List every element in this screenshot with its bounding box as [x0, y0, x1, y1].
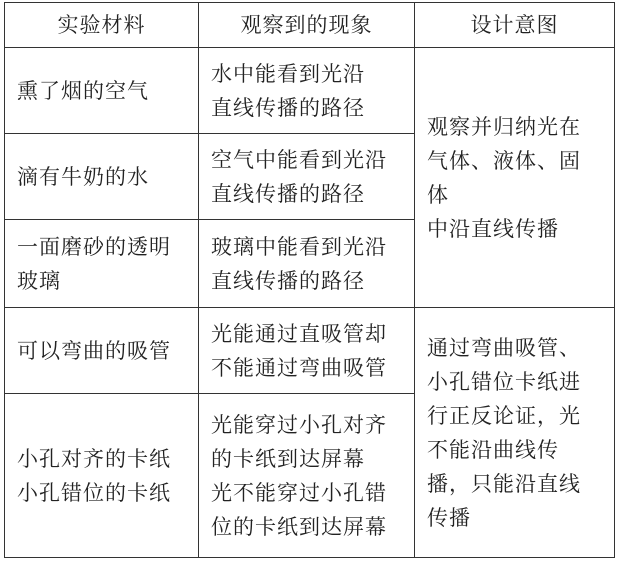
phenomenon-line: 直线传播的路径: [211, 268, 365, 293]
header-intent: 设计意图: [415, 3, 615, 48]
table-row: [5, 48, 615, 134]
intent-line: 中沿直线传播: [427, 216, 559, 241]
phenomenon-line: 光能通过直吸管却: [211, 321, 387, 346]
intent-line: 不能沿曲线传: [427, 437, 559, 462]
intent-line: 播，只能沿直线: [427, 471, 581, 496]
phenomenon-line: 位的卡纸到达屏幕: [211, 514, 387, 539]
material-line: 玻璃: [17, 268, 61, 293]
phenomenon-cell: [199, 308, 415, 394]
intent-line: 小孔错位卡纸进: [427, 369, 581, 394]
header-phenomenon: 观察到的现象: [199, 3, 415, 48]
intent-line: 通过弯曲吸管、: [427, 335, 581, 360]
table-row: [5, 308, 615, 394]
material-line: 小孔对齐的卡纸: [17, 446, 171, 471]
header-material: 实验材料: [5, 3, 199, 48]
intent-line: 传播: [427, 505, 471, 530]
phenomenon-cell: [199, 48, 415, 134]
material-cell: [5, 48, 199, 134]
intent-line: 行正反论证，光: [427, 403, 581, 428]
material-cell: [5, 134, 199, 220]
material-line: 滴有牛奶的水: [17, 164, 149, 189]
material-line: 可以弯曲的吸管: [17, 338, 171, 363]
phenomenon-line: 的卡纸到达屏幕: [211, 446, 365, 471]
material-cell: [5, 394, 199, 558]
phenomenon-cell: [199, 394, 415, 558]
phenomenon-line: 光不能穿过小孔错: [211, 480, 387, 505]
material-line: 小孔错位的卡纸: [17, 480, 171, 505]
phenomenon-line: 玻璃中能看到光沿: [211, 234, 387, 259]
intent-line: 观察并归纳光在: [427, 114, 581, 139]
phenomenon-line: 光能穿过小孔对齐: [211, 412, 387, 437]
experiment-table: [4, 2, 615, 558]
material-line: 熏了烟的空气: [17, 78, 149, 103]
material-line: 一面磨砂的透明: [17, 234, 171, 259]
phenomenon-cell: [199, 220, 415, 308]
phenomenon-line: 直线传播的路径: [211, 181, 365, 206]
phenomenon-cell: [199, 134, 415, 220]
material-cell: [5, 220, 199, 308]
phenomenon-line: 水中能看到光沿: [211, 61, 365, 86]
phenomenon-line: 直线传播的路径: [211, 95, 365, 120]
intent-line: 气体、液体、固体: [427, 148, 581, 207]
phenomenon-line: 空气中能看到光沿: [211, 147, 387, 172]
material-cell: [5, 308, 199, 394]
intent-cell: [415, 308, 615, 558]
intent-cell: [415, 48, 615, 308]
phenomenon-line: 不能通过弯曲吸管: [211, 355, 387, 380]
header-row: [5, 3, 615, 48]
